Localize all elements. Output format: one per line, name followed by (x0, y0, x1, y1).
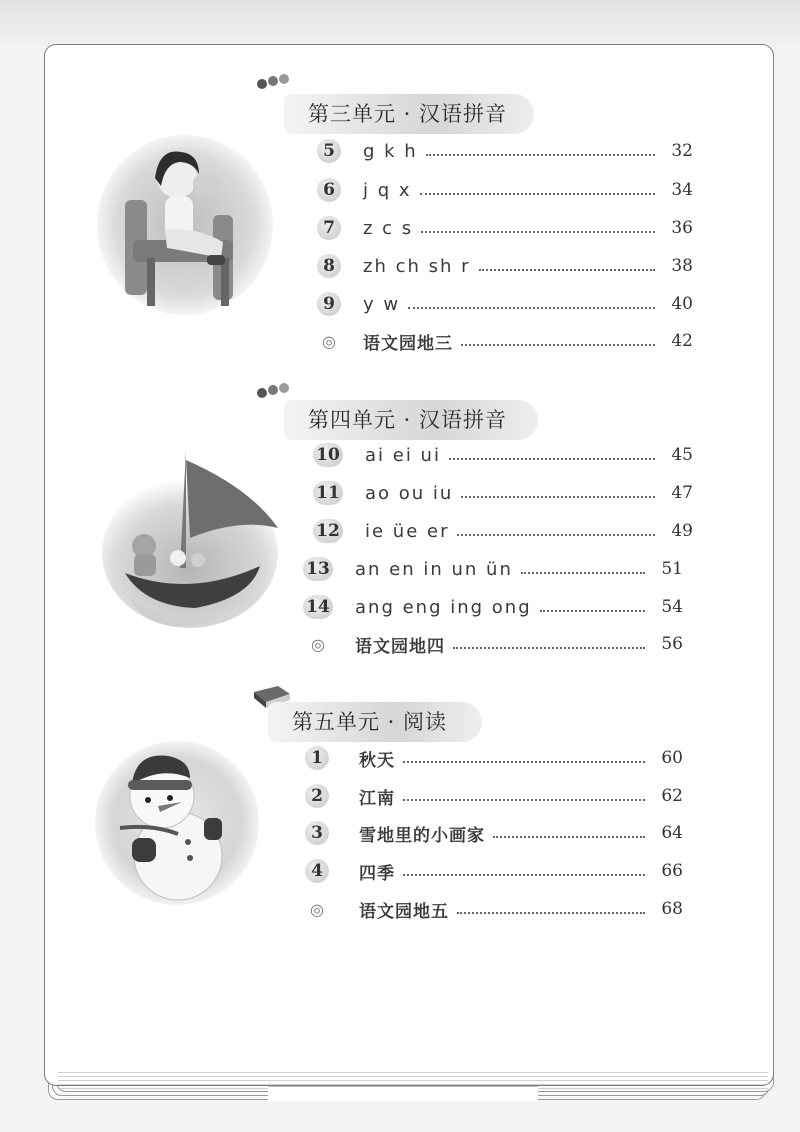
dot-leader (521, 572, 645, 574)
dot-leader (403, 761, 645, 763)
dot-leader (420, 193, 655, 195)
toc-row[interactable] (305, 741, 683, 775)
three-dots-icon (257, 385, 297, 401)
dot-leader (461, 496, 655, 498)
girl-on-chair-illustration (95, 130, 275, 320)
toc-row[interactable] (313, 476, 693, 510)
unit-4-header: 第四单元 · 汉语拼音 (284, 400, 538, 440)
lesson-title: ao ou iu (365, 482, 454, 504)
toc-row[interactable] (303, 627, 683, 661)
dot-leader (453, 647, 645, 649)
dot-leader (426, 154, 655, 156)
lesson-number: 7 (317, 216, 341, 240)
dot-leader (479, 269, 655, 271)
snowman-illustration (92, 738, 262, 908)
lesson-title: 语文园地四 (355, 636, 445, 657)
page-number: 40 (671, 294, 693, 314)
sailboat-fox-illustration (100, 448, 280, 633)
lesson-title: an en in un ün (355, 558, 513, 580)
page-number: 45 (671, 445, 693, 465)
review-ring-icon: ◎ (310, 899, 324, 919)
dot-leader (421, 231, 655, 233)
page-number: 42 (671, 331, 693, 351)
page-number: 38 (671, 256, 693, 276)
lesson-number: 5 (317, 139, 341, 163)
toc-row[interactable] (305, 854, 683, 888)
lesson-title: j q x (363, 179, 412, 201)
lesson-title: y w (363, 293, 401, 315)
lesson-title: 江南 (359, 788, 395, 809)
dot-leader (403, 874, 645, 876)
toc-row[interactable] (317, 173, 693, 207)
toc-row[interactable] (313, 514, 693, 548)
toc-row[interactable] (317, 249, 693, 283)
lesson-title: 四季 (359, 863, 395, 884)
toc-row[interactable] (317, 324, 693, 358)
page-number: 56 (661, 634, 683, 654)
dot-leader (457, 912, 645, 914)
page-number: 32 (671, 141, 693, 161)
toc-row[interactable] (305, 892, 683, 926)
dot-leader (408, 307, 655, 309)
lesson-number: 13 (303, 557, 333, 581)
dot-leader (540, 610, 645, 612)
toc-row[interactable] (313, 438, 693, 472)
lesson-title: ai ei ui (365, 444, 441, 466)
lesson-number: 8 (317, 254, 341, 278)
page-number: 34 (671, 180, 693, 200)
lesson-number: 9 (317, 292, 341, 316)
page-number: 62 (661, 786, 683, 806)
lesson-number: 14 (303, 595, 333, 619)
lesson-title: 语文园地三 (363, 333, 453, 354)
toc-row[interactable] (303, 552, 683, 586)
lesson-number: 4 (305, 859, 329, 883)
lesson-number: 12 (313, 519, 343, 543)
dot-leader (493, 836, 645, 838)
lesson-number: 1 (305, 746, 329, 770)
page-number: 51 (661, 559, 683, 579)
review-ring-icon: ◎ (322, 331, 336, 351)
lesson-number: 11 (313, 481, 343, 505)
dot-leader (461, 344, 655, 346)
page-bottom-label-area (268, 1086, 538, 1101)
dot-leader (403, 799, 645, 801)
page-number: 54 (661, 597, 683, 617)
toc-row[interactable] (305, 779, 683, 813)
lesson-title: 语文园地五 (359, 901, 449, 922)
three-dots-icon (257, 76, 297, 92)
lesson-title: z c s (363, 217, 414, 239)
toc-row[interactable] (317, 134, 693, 168)
lesson-number: 3 (305, 821, 329, 845)
review-ring-icon: ◎ (311, 634, 325, 654)
toc-row[interactable] (317, 287, 693, 321)
page-number: 66 (661, 861, 683, 881)
page-number: 49 (671, 521, 693, 541)
lesson-title: zh ch sh r (363, 255, 471, 277)
page-number: 47 (671, 483, 693, 503)
unit-3-header: 第三单元 · 汉语拼音 (284, 94, 534, 134)
page-number: 36 (671, 218, 693, 238)
lesson-title: ie üe er (365, 520, 450, 542)
lesson-number: 2 (305, 784, 329, 808)
unit-5-header: 第五单元 · 阅读 (268, 702, 482, 742)
dot-leader (457, 534, 655, 536)
toc-row[interactable] (317, 211, 693, 245)
page-number: 68 (661, 899, 683, 919)
toc-row[interactable] (303, 590, 683, 624)
lesson-number: 10 (313, 443, 343, 467)
scan-top-band (0, 0, 800, 46)
lesson-title: 秋天 (359, 750, 395, 771)
lesson-title: 雪地里的小画家 (359, 825, 485, 846)
toc-row[interactable] (305, 816, 683, 850)
lesson-title: g k h (363, 140, 418, 162)
lesson-number: 6 (317, 178, 341, 202)
page-number: 60 (661, 748, 683, 768)
page-number: 64 (661, 823, 683, 843)
dot-leader (449, 458, 655, 460)
lesson-title: ang eng ing ong (355, 596, 532, 618)
